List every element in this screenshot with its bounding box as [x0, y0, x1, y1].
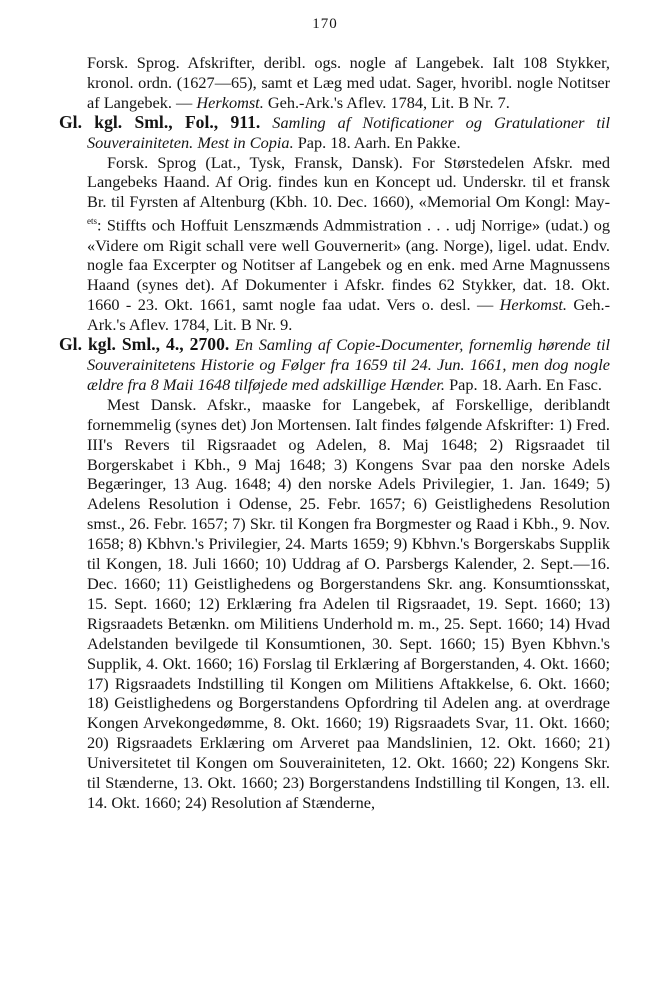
paragraph-text: : Stiffts och Hoffuit Lenszmænds Admmistration . . . udj Norrige» (udat.) og «Videre om Rigit schall vere well Gouvernerit» (ang. Norge), ligel. udat. Endv. nogle faa Excerpter og Notitser af Langebek og en enk. med Arne Magnussens Haand (synes det). Af Dokumenter i Afskr. findes 62 Stykker, dat. 18. Okt. 1660 - 23. Okt. 1661, samt nogle faa udat. Vers o. desl. —	[87, 215, 610, 315]
entry-heading: Gl. kgl. Sml., Fol., 911.	[59, 111, 261, 132]
paragraph-text: Forsk. Sprog (Lat., Tysk, Fransk, Dansk). For Størstedelen Afskr. med Langebeks Haand. Af Orig. findes kun en Koncept ud. Underskr. til et fransk Br. til Fyrsten af Altenburg (Kbh. 10. Dec. 1660), «Memorial Om Kongl: May-	[87, 152, 610, 212]
continued-paragraph	[87, 53, 610, 113]
paragraph-text: Forsk. Sprog. Afskrifter, deribl. ogs. nogle af Langebek. Ialt 108 Stykker, kronol. ordn. (1627—65), samt et Læg med udat. Sager, hvoribl. nogle Notitser af Langebek. —	[87, 53, 610, 112]
entry-details: Pap. 18. Aarh. En Fasc.	[445, 374, 602, 394]
catalog-entry-911	[59, 111, 610, 153]
paragraph-text: Geh.-Ark.'s Aflev. 1784, Lit. B Nr. 9.	[87, 295, 610, 335]
paragraph-text: Geh.-Ark.'s Aflev. 1784, Lit. B Nr. 7.	[263, 92, 510, 112]
entry-title: En Samling af Copie-Documenter, fornemlig hørende til Souverainitetens Historie og Følger fra 1659 til 24. Jun. 1661, men dog nogle ældre fra 8 Maii 1648 tilføjede med adskillige Hænder.	[87, 335, 610, 394]
entry-description: Mest Dansk. Afskr., maaske for Langebek, af Forskellige, deriblandt fornemmelig (synes det) Jon Mortensen. Ialt findes følgende Afskrifter: 1) Fred. III's Revers til Rigsraadet og Adelen, 8. Maj 1648; 2) Rigsraadet til Borgerskabet i Kbh., 9 Maj 1648; 3) Kongens Svar paa den norske Adels Begæringer, 13 Aug. 1648; 4) den norske Adels Privilegier, 1. Jan. 1649; 5) Adelens Resolution i Odense, 25. Febr. 1657; 6) Geistlighedens Resolution smst., 26. Febr. 1657; 7) Skr. til Kongen fra Borgmester og Raad i Kbh., 9. Nov. 1658; 8) Kbhvn.'s Privilegier, 24. Marts 1659; 9) Kbhvn.'s Borgerskabs Supplik til Kongen, 18. Juli 1660; 10) Uddrag af O. Parsbergs Kalender, 2. Sept.—16. Dec. 1660; 11) Geistlighedens og Borgerstandens Skr. ang. Konsumtionsskat, 15. Sept. 1660; 12) Erklæring fra Adelen til Rigsraadet, 19. Sept. 1660; 13) Rigsraadets Betænkn. om Militiens Underhold m. m., 25. Sept. 1660; 14) Hvad Adelstanden bevilgede til Konsumtionen, 30. Sept. 1660; 15) Byen Kbhvn.'s Supplik, 4. Okt. 1660; 16) Forslag til Erklæring af Borgerstanden, 4. Okt. 1660; 17) Rigsraadets Indstilling til Kongen om Militiens Aftakkelse, 6. Okt. 1660; 18) Geistlighedens og Borgerstandens Opfordring til Adelen ang. at overdrage Kongen Arvekongedømme, 8. Okt. 1660; 19) Rigsraadets Svar, 11. Okt. 1660; 20) Rigsraadets Erklæring om Arveret paa Mandslinien, 12. Okt. 1660; 21) Universitetet til Kongen om Souverainiteten, 12. Okt. 1660; 22) Kongens Skr. til Stænderne, 13. Okt. 1660; 23) Borgerstandens Indstilling til Kongen, 13. ell. 14. Okt. 1660; 24) Resolution af Stænderne,	[87, 394, 610, 812]
entry-heading: Gl. kgl. Sml., 4., 2700.	[59, 334, 230, 355]
herkomst-label: Herkomst.	[499, 295, 567, 315]
entry-details: Pap. 18. Aarh. En Pakke.	[293, 132, 461, 152]
herkomst-label: Herkomst.	[196, 92, 264, 112]
catalog-text	[59, 53, 610, 813]
catalog-entry-2700	[59, 334, 610, 395]
superscript: ets	[87, 216, 97, 227]
page-number: 170	[312, 16, 338, 32]
entry-title: Samling af Notificationer og Gratulationer til Souverainiteten. Mest in Copia.	[87, 112, 610, 152]
entry-description	[87, 153, 610, 336]
